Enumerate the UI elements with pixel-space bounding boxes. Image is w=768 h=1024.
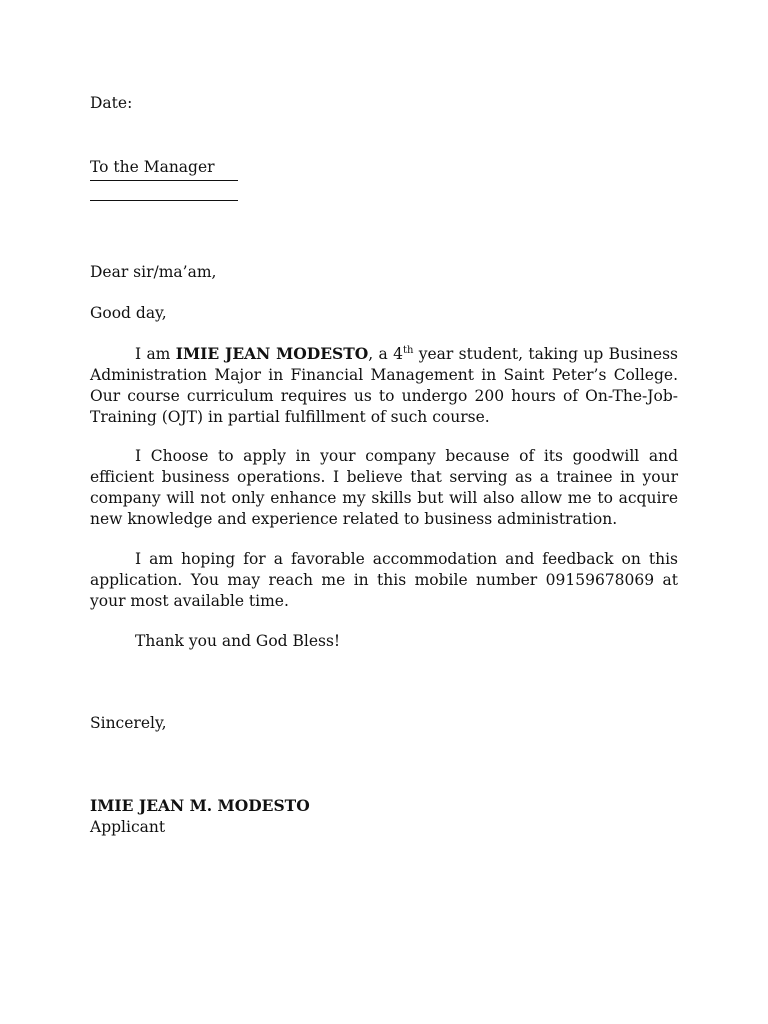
address-blank-line-1	[90, 180, 238, 181]
signature-title: Applicant	[90, 818, 166, 836]
applicant-name-inline: IMIE JEAN MODESTO	[175, 344, 369, 363]
paragraph-1-intro: I am	[135, 345, 176, 363]
address-blank-line-2	[90, 200, 238, 201]
letter-page	[90, 0, 680, 1024]
greeting: Good day,	[90, 304, 167, 322]
recipient-line: To the Manager	[90, 158, 215, 176]
date-label: Date:	[90, 94, 133, 112]
signature-name: IMIE JEAN M. MODESTO	[90, 796, 310, 815]
paragraph-2: I Choose to apply in your company because of its goodwill and efficient business operations. I believe that serving as a trainee in your company will not only enhance my skills but will also allow me to acquire new knowledge and experience related to business administration.	[90, 447, 678, 528]
thanks-line: Thank you and God Bless!	[135, 632, 341, 650]
paragraph-1	[90, 343, 678, 428]
salutation: Dear sir/ma’am,	[90, 263, 217, 281]
paragraph-3: I am hoping for a favorable accommodation and feedback on this application. You may reach me in this mobile number 09159678069 at your most available time.	[90, 550, 678, 610]
ordinal-suffix: th	[402, 344, 414, 356]
paragraph-1-after-name: , a 4	[368, 345, 403, 363]
closing: Sincerely,	[90, 714, 167, 732]
paragraph-1-rest: year student, taking up Business Administration Major in Financial Management in Saint Peter’s College. Our course curriculum requires us to undergo 200 hours of On-The-Job-Training (OJT) in partial fulfillment of such course.	[90, 345, 678, 426]
